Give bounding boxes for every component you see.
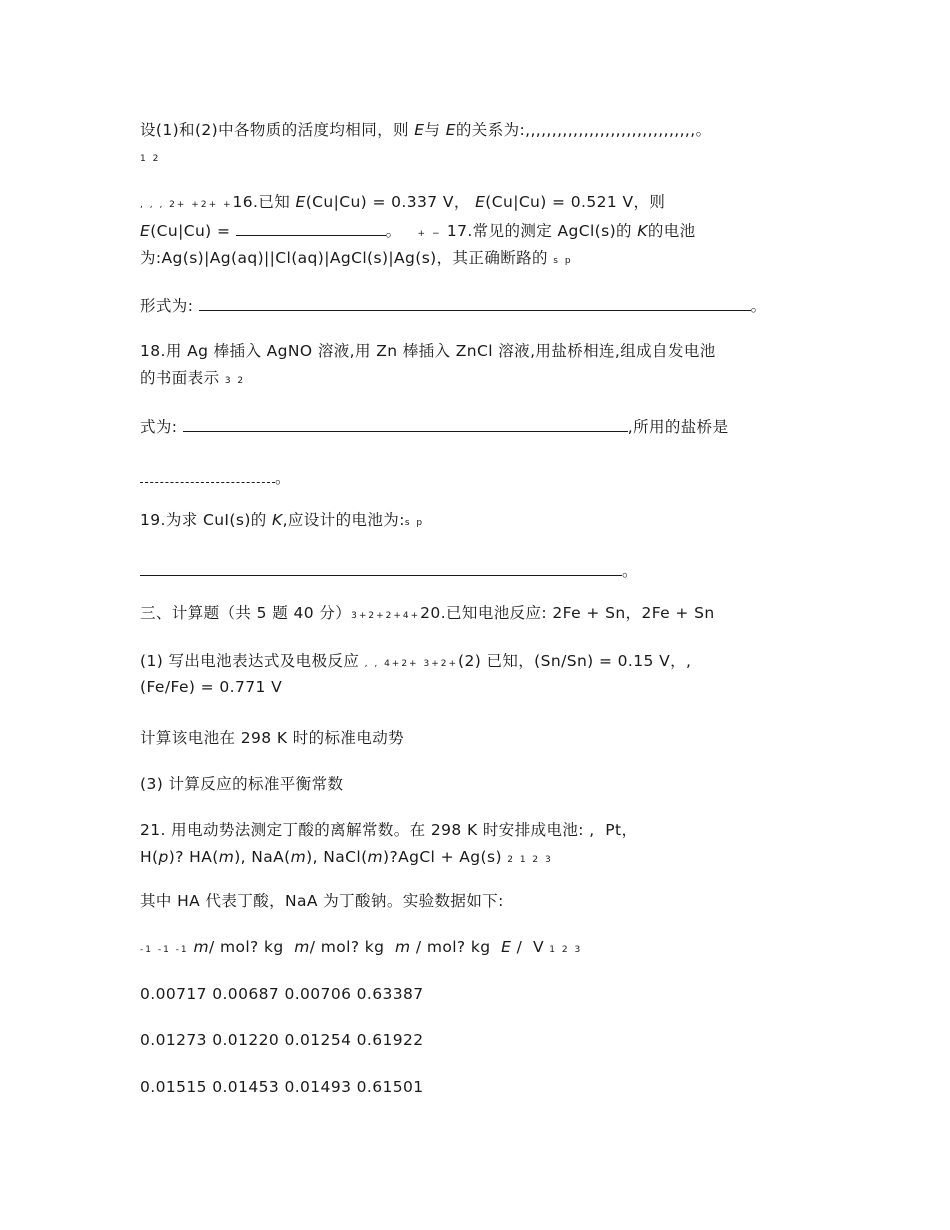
text-segment: 17.常见的测定 AgCl(s)的	[446, 222, 638, 240]
question-16-17-line	[140, 220, 696, 244]
text-segment: ), NaA(	[234, 848, 291, 866]
text-segment: 式为:	[140, 418, 183, 436]
symbol-e: E	[501, 938, 512, 956]
symbol-m: m	[218, 848, 235, 866]
symbol-e: E	[295, 193, 306, 211]
superscript-fragment: , , 4+2+ 3+2+	[364, 659, 458, 669]
text-segment: 。	[622, 562, 638, 580]
text-segment: ,所用的盐桥是	[627, 418, 729, 436]
answer-blank[interactable]	[236, 220, 386, 236]
question-20-line-1	[140, 651, 691, 674]
symbol-e: E	[414, 121, 425, 139]
question-20-line-2: (Fe/Fe) = 0.771 V	[140, 678, 283, 696]
text-segment: )? HA(	[168, 848, 219, 866]
subscript-fragment: s p	[404, 518, 425, 528]
text-segment: 的电池	[647, 222, 696, 240]
text-segment: 。	[750, 297, 767, 315]
subscript-fragment: s p	[553, 256, 573, 266]
superscript-fragment: 3+2+2+4+	[351, 611, 421, 621]
subscript-fragment: 2 1 2 3	[507, 855, 553, 865]
section-3-heading	[140, 603, 715, 626]
symbol-m: m	[367, 848, 384, 866]
text-segment: 与	[424, 121, 446, 139]
question-21-line-2	[140, 847, 553, 870]
question-18-line-3	[140, 416, 728, 437]
symbol-m: m	[294, 938, 310, 956]
text-segment: 20.已知电池反应: 2Fe + Sn，2Fe + Sn	[420, 604, 715, 622]
question-18-line-4	[140, 468, 291, 488]
text-segment: (Cu|Cu) =	[150, 222, 236, 240]
unit-label: / mol? kg	[209, 938, 295, 956]
text-segment: 形式为:	[140, 297, 199, 315]
question-19-line-1	[140, 510, 424, 533]
subscript-fragment: 1 2 3	[549, 945, 583, 955]
text-segment: H(	[140, 848, 159, 866]
symbol-k: K	[272, 511, 283, 529]
text-segment: (Cu|Cu) = 0.521 V，则	[485, 193, 666, 211]
text-segment: (2) 已知，(Sn/Sn) = 0.15 V，,	[458, 652, 692, 670]
question-18-line-2	[140, 368, 245, 391]
question-18-line-1: 18.用 Ag 棒插入 AgNO 溶液,用 Zn 棒插入 ZnCl 溶液,用盐桥相连,组成自发电池	[140, 342, 716, 360]
superscript-fragment: + −	[417, 229, 442, 239]
text-segment: (1) 写出电池表达式及电极反应	[140, 652, 365, 670]
superscript-fragment: -1 -1 -1	[140, 945, 194, 955]
symbol-m: m	[193, 938, 210, 956]
superscript-fragment: , , ,	[140, 200, 170, 210]
unit-label: / V	[511, 938, 550, 956]
text-segment: )?AgCl + Ag(s)	[383, 848, 508, 866]
question-20-line-4: (3) 计算反应的标准平衡常数	[140, 775, 344, 793]
symbol-m: m	[395, 938, 411, 956]
table-row: 0.00717 0.00687 0.00706 0.63387	[140, 985, 424, 1003]
text-segment: 16.已知	[232, 193, 296, 211]
table-row: 0.01273 0.01220 0.01254 0.61922	[140, 1031, 424, 1049]
answer-blank[interactable]	[140, 470, 275, 483]
question-21-line-3: 其中 HA 代表丁酸，NaA 为丁酸钠。实验数据如下:	[140, 892, 504, 910]
text-segment: 的关系为:,,,,,,,,,,,,,,,,,,,,,,,,,,,,,,,,。	[455, 121, 712, 139]
question-19-line-2	[140, 560, 638, 581]
answer-blank[interactable]	[183, 416, 628, 432]
answer-blank[interactable]	[140, 560, 622, 576]
symbol-e: E	[140, 222, 151, 240]
table-row: 0.01515 0.01453 0.01493 0.61501	[140, 1078, 424, 1096]
symbol-e: E	[445, 121, 456, 139]
text-segment: 为:Ag(s)|Ag(aq)||Cl(aq)|AgCl(s)|Ag(s)，其正确断路的	[140, 249, 554, 267]
subscript-fragment: 3 2	[224, 376, 246, 386]
symbol-p: p	[158, 848, 169, 866]
unit-label: / mol? kg	[309, 938, 396, 956]
section-title: 三、计算题（共 5 题 40 分）	[140, 604, 352, 622]
text-segment: ,应设计的电池为:	[282, 511, 405, 529]
question-21-line-1: 21. 用电动势法测定丁酸的离解常数。在 298 K 时安排成电池: , Pt，	[140, 821, 638, 839]
question-17-line-3	[140, 295, 767, 316]
text-segment: 的书面表示	[140, 369, 225, 387]
symbol-e: E	[475, 193, 486, 211]
symbol-k: K	[637, 222, 648, 240]
text-segment: ), NaCl(	[306, 848, 368, 866]
text-segment: (Cu|Cu) = 0.337 V，	[305, 193, 476, 211]
text-line-activity-relation	[140, 120, 711, 140]
question-17-line-2	[140, 248, 573, 271]
text-segment: 。	[385, 222, 402, 240]
unit-label: / mol? kg	[410, 938, 502, 956]
question-16-line-1	[140, 192, 665, 215]
subscript-line: 1 2	[140, 154, 161, 164]
question-20-line-3: 计算该电池在 298 K 时的标准电动势	[140, 729, 405, 747]
text-segment: 。	[275, 469, 291, 487]
symbol-m: m	[290, 848, 307, 866]
superscript-fragment: 2+ +2+ +	[169, 200, 233, 210]
answer-blank[interactable]	[199, 295, 751, 311]
text-segment: 设(1)和(2)中各物质的活度均相同，则	[140, 121, 415, 139]
text-segment: 19.为求 CuI(s)的	[140, 511, 272, 529]
table-header	[140, 937, 582, 960]
